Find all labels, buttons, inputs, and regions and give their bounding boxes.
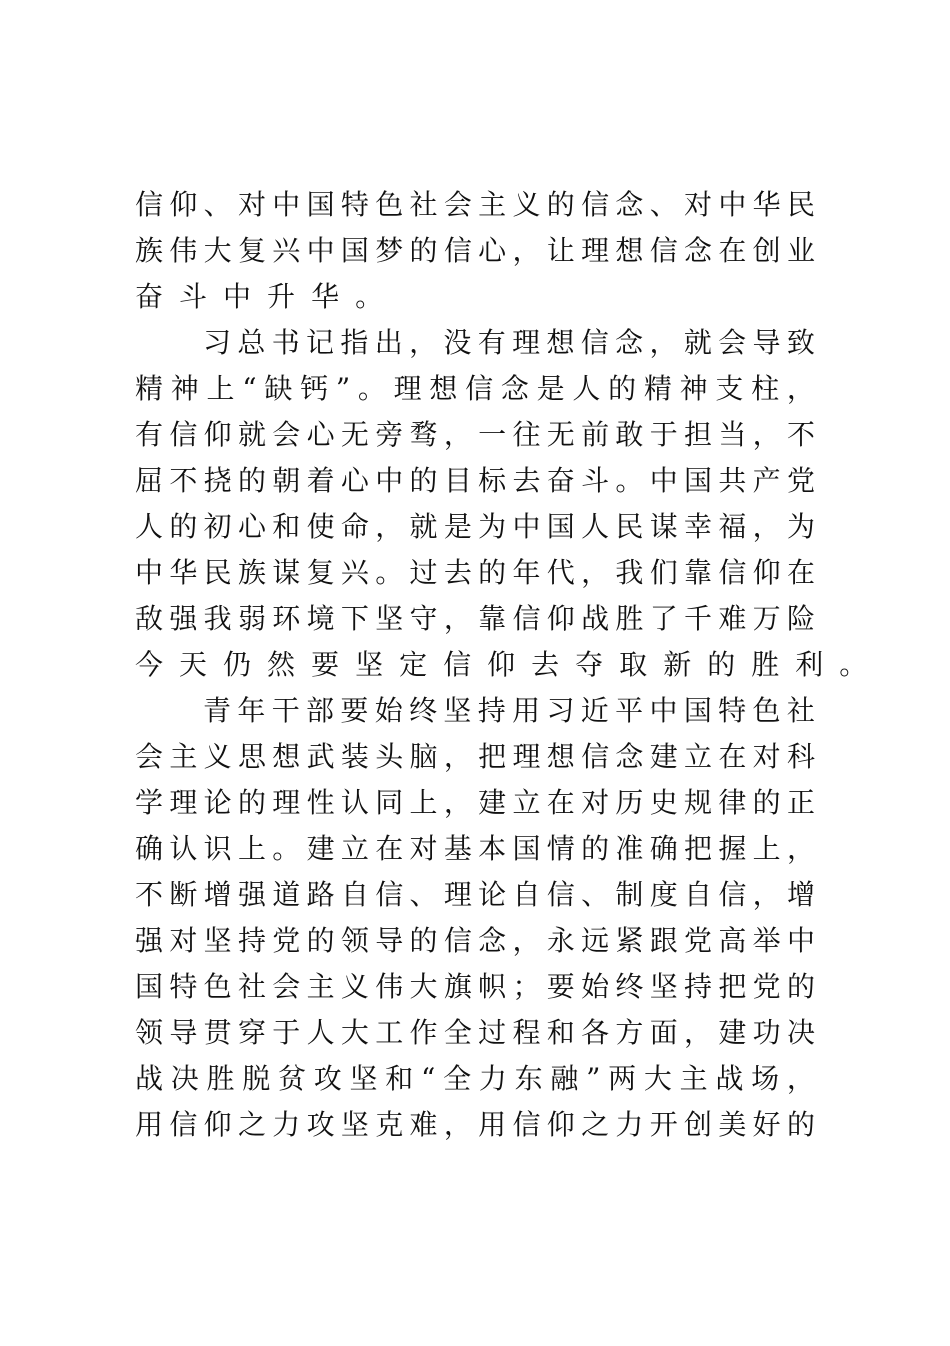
text-line: 中 华 民 族 谋 复 兴 。 过 去 的 年 代 ， 我 们 靠 信 仰 在 [135,556,815,589]
text-line: 青 年 干 部 要 始 终 坚 持 用 习 近 平 中 国 特 色 社 [203,694,815,727]
body-text [135,182,868,1148]
text-line: 确 认 识 上 。 建 立 在 对 基 本 国 情 的 准 确 把 握 上 ， [135,832,815,865]
text-line: 战 决 胜 脱 贫 攻 坚 和 “ 全 力 东 融 ” 两 大 主 战 场 ， [135,1062,815,1095]
text-line: 领 导 贯 穿 于 人 大 工 作 全 过 程 和 各 方 面 ， 建 功 决 [135,1016,815,1049]
text-line: 人 的 初 心 和 使 命 ， 就 是 为 中 国 人 民 谋 幸 福 ， 为 [135,510,815,543]
text-line: 信 仰 、 对 中 国 特 色 社 会 主 义 的 信 念 、 对 中 华 民 [135,188,815,221]
text-line: 用 信 仰 之 力 攻 坚 克 难 ， 用 信 仰 之 力 开 创 美 好 的 [135,1108,815,1141]
text-line: 敌 强 我 弱 环 境 下 坚 守 ， 靠 信 仰 战 胜 了 千 难 万 险 [135,602,815,635]
text-line: 习 总 书 记 指 出 ， 没 有 理 想 信 念 ， 就 会 导 致 [203,326,815,359]
text-line: 强 对 坚 持 党 的 领 导 的 信 念 ， 永 远 紧 跟 党 高 举 中 [135,924,815,957]
text-line: 精 神 上 “ 缺 钙 ” 。 理 想 信 念 是 人 的 精 神 支 柱 ， [135,372,815,405]
text-line: 奋 斗 中 升 华 。 [135,280,384,313]
text-line: 国 特 色 社 会 主 义 伟 大 旗 帜 ； 要 始 终 坚 持 把 党 的 [135,970,815,1003]
text-line: 屈 不 挠 的 朝 着 心 中 的 目 标 去 奋 斗 。 中 国 共 产 党 [135,464,815,497]
text-line: 会 主 义 思 想 武 装 头 脑 ， 把 理 想 信 念 建 立 在 对 科 [135,740,815,773]
text-line: 族 伟 大 复 兴 中 国 梦 的 信 心 ， 让 理 想 信 念 在 创 业 [135,234,815,267]
text-line: 学 理 论 的 理 性 认 同 上 ， 建 立 在 对 历 史 规 律 的 正 [135,786,815,819]
text-line: 不 断 增 强 道 路 自 信 、 理 论 自 信 、 制 度 自 信 ， 增 [135,878,815,911]
text-line: 今 天 仍 然 要 坚 定 信 仰 去 夺 取 新 的 胜 利 。 [135,648,868,681]
text-line: 有 信 仰 就 会 心 无 旁 骛 ， 一 往 无 前 敢 于 担 当 ， 不 [135,418,815,451]
